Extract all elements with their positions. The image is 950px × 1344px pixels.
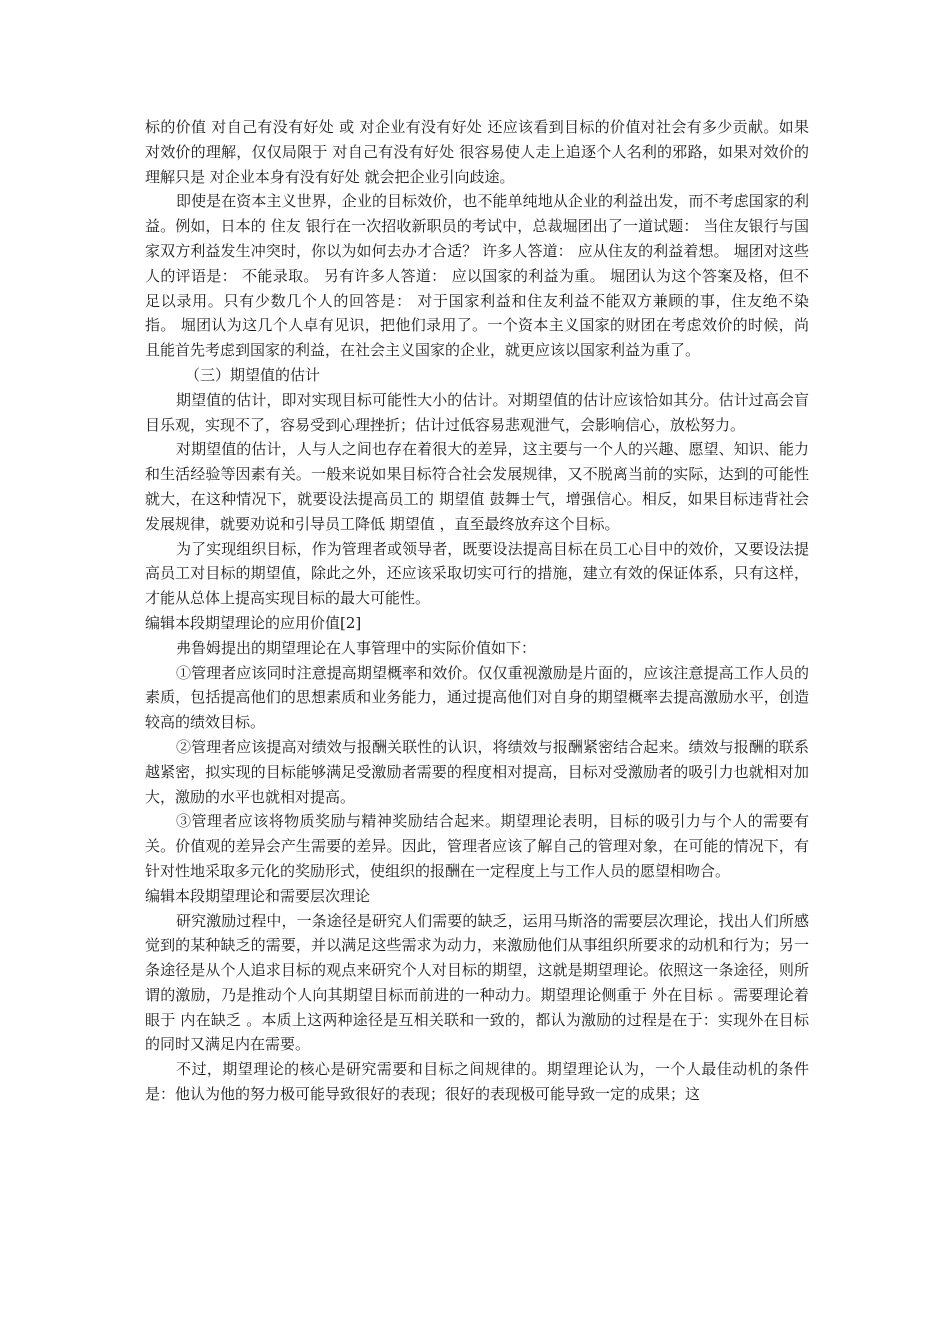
paragraph-expectancy-differences: 对期望值的估计，人与人之间也存在着很大的差异，这主要与一个人的兴趣、愿望、知识、能力和生活经验等因素有关。一般来说如果目标符合社会发展规律，又不脱离当前的实际，达到的可能性就大，在这种情况下，就要设法提高员工的 期望值 鼓舞士气，增强信心。相反，如果目标违背社会发展规律，就要劝说和引导员工降低 期望值 ，直至最终放弃这个目标。 xyxy=(145,440,809,533)
paragraph-value-contribution: 标的价值 对自己有没有好处 或 对企业有没有好处 还应该看到目标的价值对社会有多少贡献。如果对效价的理解，仅仅局限于 对自己有没有好处 很容易使人走上追逐个人名利的邪路，如果对效价的理解只是 对企业本身有没有好处 就会把企业引向歧途。 xyxy=(145,118,809,186)
list-item-point-1: ①管理者应该同时注意提高期望概率和效价。仅仅重视激励是片面的，应该注意提高工作人员的素质，包括提高他们的思想素质和业务能力，通过提高他们对自身的期望概率去提高激励水平，创造较高的绩效目标。 xyxy=(145,663,809,732)
paragraph-expectancy-definition: 期望值的估计，即对实现目标可能性大小的估计。对期望值的估计应该恰如其分。估计过高会盲目乐观，实现不了，容易受到心理挫折；估计过低容易悲观泄气，会影响信心，放松努力。 xyxy=(145,390,809,434)
paragraph-vroom-intro: 弗鲁姆提出的期望理论在人事管理中的实际价值如下： xyxy=(176,638,537,657)
list-item-point-3: ③管理者应该将物质奖励与精神奖励结合起来。期望理论表明，目标的吸引力与个人的需要有关。价值观的差异会产生需要的差异。因此，管理者应该了解自己的管理对象，在可能的情况下，有针对性地采取多元化的奖励形式，使组织的报酬在一定程度上与工作人员的愿望相吻合。 xyxy=(145,812,809,880)
document-page xyxy=(145,115,809,1107)
section-heading-needs-hierarchy: 编辑本段期望理论和需要层次理论 xyxy=(145,886,371,905)
paragraph-organizational-goals: 为了实现组织目标，作为管理者或领导者，既要设法提高目标在员工心目中的效价，又要设法提高员工对目标的期望值，除此之外，还应该采取切实可行的措施，建立有效的保证体系，只有这样，才能从总体上提高实现目标的最大可能性。 xyxy=(145,539,809,608)
paragraph-sumitomo-example: 即使是在资本主义世界，企业的目标效价，也不能单纯地从企业的利益出发，而不考虑国家的利益。例如，日本的 住友 银行在一次招收新职员的考试中，总裁堀团出了一道试题： 当住友银行与国家双方利益发生冲突时，你以为如何去办才合适？ 许多人答道： 应从住友的利益着想。 堀团对这些人的评语是： 不能录取。 另有许多人答道： 应以国家的利益为重。 堀团认为这个答案及格，但不足以录用。只有少数几个人的回答是： 对于国家利益和住友利益不能双方兼顾的事，住友绝不染指。 堀团认为这几个人卓有见识，把他们录用了。一个资本主义国家的财团在考虑效价的时候，尚且能首先考虑到国家的利益，在社会主义国家的企业，就更应该以国家利益为重了。 xyxy=(145,192,809,360)
section-heading-application-value: 编辑本段期望理论的应用价值[2] xyxy=(145,613,362,632)
subheading-expectancy-estimate: （三）期望值的估计 xyxy=(185,365,321,384)
paragraph-expectancy-core: 不过，期望理论的核心是研究需要和目标之间规律的。期望理论认为，一个人最佳动机的条件是：他认为他的努力极可能导致很好的表现；很好的表现极可能导致一定的成果；这 xyxy=(145,1060,809,1104)
paragraph-motivation-paths: 研究激励过程中，一条途径是研究人们需要的缺乏，运用马斯洛的需要层次理论，找出人们所感觉到的某种缺乏的需要，并以满足这些需求为动力，来激励他们从事组织所要求的动机和行为；另一条途径是从个人追求目标的观点来研究个人对目标的期望，这就是期望理论。依照这一条途径，则所谓的激励，乃是推动个人向其期望目标而前进的一种动力。期望理论侧重于 外在目标 。需要理论着眼于 内在缺乏 。本质上这两种途径是互相关联和一致的，都认为激励的过程是在于：实现外在目标的同时又满足内在需要。 xyxy=(145,911,809,1054)
list-item-point-2: ②管理者应该提高对绩效与报酬关联性的认识，将绩效与报酬紧密结合起来。绩效与报酬的联系越紧密，拟实现的目标能够满足受激励者需要的程度相对提高，目标对受激励者的吸引力也就相对加大，激励的水平也就相对提高。 xyxy=(145,737,809,806)
